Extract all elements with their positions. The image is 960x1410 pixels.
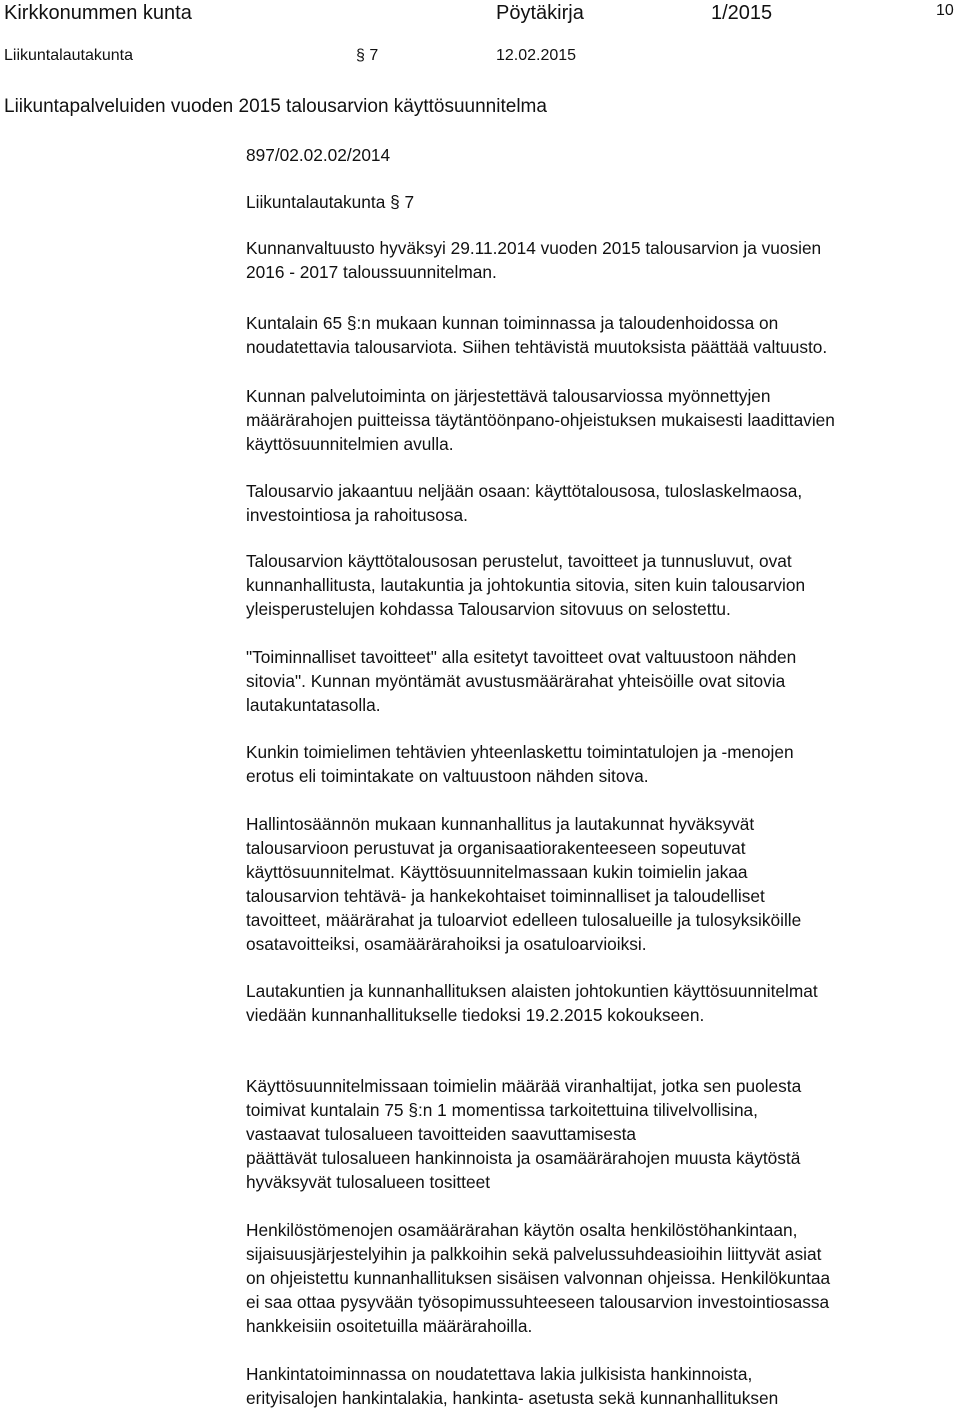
municipality-name: Kirkkonummen kunta (4, 2, 192, 24)
paragraph (246, 1362, 778, 1410)
text-line: Kunnanvaltuusto hyväksyi 29.11.2014 vuoden 2015 talousarvion ja vuosien (246, 238, 822, 258)
text-line: tavoitteet, määrärahat ja tuloarviot edelleen tulosalueille ja tulosyksiköille (246, 910, 802, 930)
text-line: viedään kunnanhallitukselle tiedoksi 19.2.2015 kokoukseen. (246, 1005, 705, 1025)
text-line: erotus eli toimintakate on valtuustoon nähden sitova. (246, 766, 649, 786)
committee-name: Liikuntalautakunta (4, 47, 133, 64)
text-line: noudatettavia talousarviota. Siihen tehtävistä muutoksista päättää valtuusto. (246, 337, 828, 357)
paragraph (246, 1218, 830, 1338)
text-line: Hallintosäännön mukaan kunnanhallitus ja lautakunnat hyväksyvät (246, 814, 755, 834)
text-line: käyttösuunnitelmien avulla. (246, 434, 454, 454)
text-line: Kuntalain 65 §:n mukaan kunnan toiminnassa ja taloudenhoidossa on (246, 313, 779, 333)
text-line: Henkilöstömenojen osamäärärahan käytön osalta henkilöstöhankintaan, (246, 1220, 798, 1240)
text-line: on ohjeistettu kunnanhallituksen sisäisen valvonnan ohjeissa. Henkilökuntaa (246, 1268, 831, 1288)
paragraph (246, 1074, 801, 1194)
text-line: ei saa ottaa pysyvään työsopimussuhteeseen talousarvion investointiosassa (246, 1292, 830, 1312)
paragraph (246, 384, 835, 456)
text-line: hyväksyvät tulosalueen tositteet (246, 1172, 490, 1192)
text-line: toimivat kuntalain 75 §:n 1 momentissa tarkoitettuina tilivelvollisina, (246, 1100, 758, 1120)
text-line: investointiosa ja rahoitusosa. (246, 505, 468, 525)
text-line: päättävät tulosalueen hankinnoista ja osamäärärahojen muusta käytöstä (246, 1148, 801, 1168)
text-line: käyttösuunnitelmat. Käyttösuunnitelmassaan kukin toimielin jakaa (246, 862, 748, 882)
page-number: 10 (936, 2, 954, 19)
section-number: § 7 (356, 47, 379, 64)
text-line: Talousarvio jakaantuu neljään osaan: käyttötalousosa, tuloslaskelmaosa, (246, 481, 803, 501)
text-line: Lautakuntien ja kunnanhallituksen alaisten johtokuntien käyttösuunnitelmat (246, 981, 818, 1001)
committee-section: Liikuntalautakunta § 7 (246, 192, 415, 212)
paragraph (246, 740, 794, 788)
text-line: Kunkin toimielimen tehtävien yhteenlaskettu toimintatulojen ja -menojen (246, 742, 794, 762)
text-line: "Toiminnalliset tavoitteet" alla esitetyt tavoitteet ovat valtuustoon nähden (246, 647, 797, 667)
paragraph (246, 549, 805, 621)
text-line: hankkeisiin osoitetuilla määrärahoilla. (246, 1316, 533, 1336)
text-line: Käyttösuunnitelmissaan toimielin määrää viranhaltijat, jotka sen puolesta (246, 1076, 802, 1096)
paragraph (246, 645, 796, 717)
paragraph (246, 311, 827, 359)
text-line: Hankintatoiminnassa on noudatettava lakia julkisista hankinnoista, (246, 1364, 753, 1384)
text-line: Kunnan palvelutoiminta on järjestettävä talousarviossa myönnettyjen (246, 386, 771, 406)
meeting-date: 12.02.2015 (496, 47, 577, 64)
paragraph (246, 812, 801, 956)
diary-reference: 897/02.02.02/2014 (246, 145, 391, 165)
text-line: erityisalojen hankintalakia, hankinta- asetusta sekä kunnanhallituksen (246, 1388, 779, 1408)
text-line: osatavoitteiksi, osamäärärahoiksi ja osatuloarvioiksi. (246, 934, 647, 954)
text-line: talousarvion tehtävä- ja hankekohtaiset toiminnalliset ja taloudelliset (246, 886, 765, 906)
text-line: lautakuntatasolla. (246, 695, 381, 715)
page-title: Liikuntapalveluiden vuoden 2015 talousarvion käyttösuunnitelma (4, 96, 547, 117)
text-line: vastaavat tulosalueen tavoitteiden saavuttamisesta (246, 1124, 637, 1144)
paragraph (246, 479, 802, 527)
text-line: Talousarvion käyttötalousosan perustelut, tavoitteet ja tunnusluvut, ovat (246, 551, 792, 571)
text-line: 2016 - 2017 taloussuunnitelman. (246, 262, 497, 282)
document-type: Pöytäkirja (496, 2, 584, 24)
document-number: 1/2015 (711, 2, 773, 24)
text-line: talousarvioon perustuvat ja organisaatiorakenteeseen sopeutuvat (246, 838, 746, 858)
paragraph (246, 236, 821, 284)
text-line: yleisperustelujen kohdassa Talousarvion sitovuus on selostettu. (246, 599, 731, 619)
text-line: sitovia". Kunnan myöntämät avustusmäärärahat yhteisöille ovat sitovia (246, 671, 786, 691)
text-line: kunnanhallitusta, lautakuntia ja johtokuntia sitovia, siten kuin talousarvion (246, 575, 806, 595)
text-line: määrärahojen puitteissa täytäntöönpano-ohjeistuksen mukaisesti laadittavien (246, 410, 835, 430)
text-line: sijaisuusjärjestelyihin ja palkkoihin sekä palvelussuhdeasioihin liittyvät asiat (246, 1244, 822, 1264)
paragraph (246, 979, 818, 1027)
